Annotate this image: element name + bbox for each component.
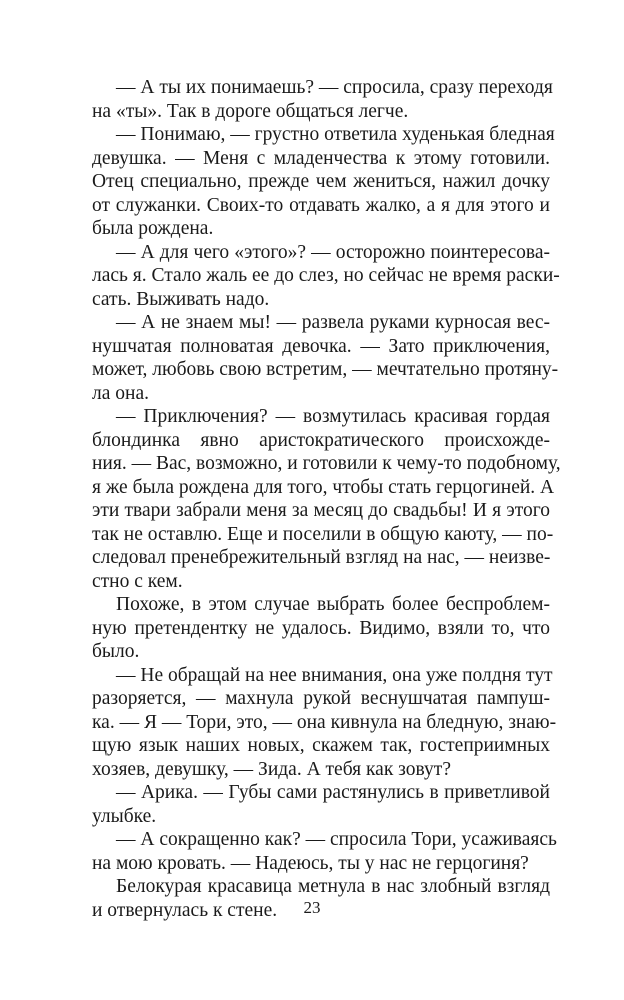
paragraph	[92, 311, 559, 405]
text-line: — Понимаю, — грустно ответила худенькая бледная	[116, 124, 555, 145]
text-line: ка. — Я — Тори, это, — она кивнула на бледную, знаю-	[92, 711, 557, 733]
text-line: хозяев, девушку, — Зида. А тебя как зовут?	[92, 758, 451, 780]
text-line: следовал пренебрежительный взгляд на нас, — неизве-	[92, 547, 551, 568]
text-line: стно с кем.	[92, 570, 183, 592]
text-line: — Приключения? — возмутилась красивая гордая	[116, 406, 550, 427]
text-line: щую язык наших новых, скажем так, гостеприимных	[92, 735, 550, 756]
text-line: — А не знаем мы! — развела руками курносая вес-	[116, 312, 550, 333]
text-line: так не оставлю. Еще и поселили в общую каюту, — по-	[92, 523, 554, 545]
text-line: Отец специально, прежде чем жениться, нажил дочку	[92, 171, 550, 192]
paragraph	[92, 828, 557, 875]
text-line: может, любовь свою встретим, — мечтательно протяну-	[92, 359, 559, 380]
text-line: — А ты их понимаешь? — спросила, сразу переходя	[116, 77, 553, 98]
text-line: блондинка явно аристократического происхожде-	[92, 429, 550, 451]
text-line: от служанки. Своих-то отдавать жалко, а я для этого и	[92, 194, 550, 216]
text-line: — Не обращай на нее внимания, она уже полдня тут	[116, 664, 553, 686]
text-line: улыбке.	[92, 805, 157, 827]
paragraph	[92, 664, 557, 782]
text-line: Похоже, в этом случае выбрать более беспроблем-	[116, 594, 550, 615]
paragraph	[92, 123, 555, 241]
paragraph	[92, 405, 561, 593]
text-line: — Арика. — Губы сами растянулись в приветливой	[116, 782, 550, 803]
page-body	[92, 76, 561, 922]
text-line: ния. — Вас, возможно, и готовили к чему-то подобному,	[92, 453, 561, 474]
paragraph	[92, 781, 550, 828]
paragraph	[92, 241, 560, 312]
paragraph	[92, 76, 553, 123]
text-line: я же была рождена для того, чтобы стать герцогиней. А	[92, 476, 555, 498]
text-line: и отвернулась к стене.	[92, 899, 278, 921]
text-line: ную претендентку не удалось. Видимо, взяли то, что	[92, 617, 550, 639]
text-line: — А для чего «этого»? — осторожно поинтересова-	[116, 241, 550, 263]
text-line: сать. Выживать надо.	[92, 288, 270, 310]
text-line: эти твари забрали меня за месяц до свадьбы! И я этого	[92, 500, 550, 521]
text-line: разоряется, — махнула рукой веснушчатая пампуш-	[92, 688, 550, 709]
text-line: девушка. — Меня с младенчества к этому готовили.	[92, 147, 550, 169]
text-line: лась я. Стало жаль ее до слез, но сейчас не время раски-	[92, 265, 560, 286]
text-line: — А сокращенно как? — спросила Тори, усаживаясь	[116, 829, 557, 850]
text-line: на «ты». Так в дороге общаться легче.	[92, 100, 409, 122]
text-line: ла она.	[92, 382, 149, 404]
text-line: Белокурая красавица метнула в нас злобный взгляд	[116, 876, 550, 897]
text-line: было.	[92, 641, 140, 662]
page-number: 23	[303, 898, 321, 917]
text-line: была рождена.	[92, 218, 214, 239]
text-line: нушчатая полноватая девочка. — Зато приключения,	[92, 335, 550, 357]
paragraph	[92, 593, 550, 664]
text-line: на мою кровать. — Надеюсь, ты у нас не герцогиня?	[92, 852, 529, 874]
